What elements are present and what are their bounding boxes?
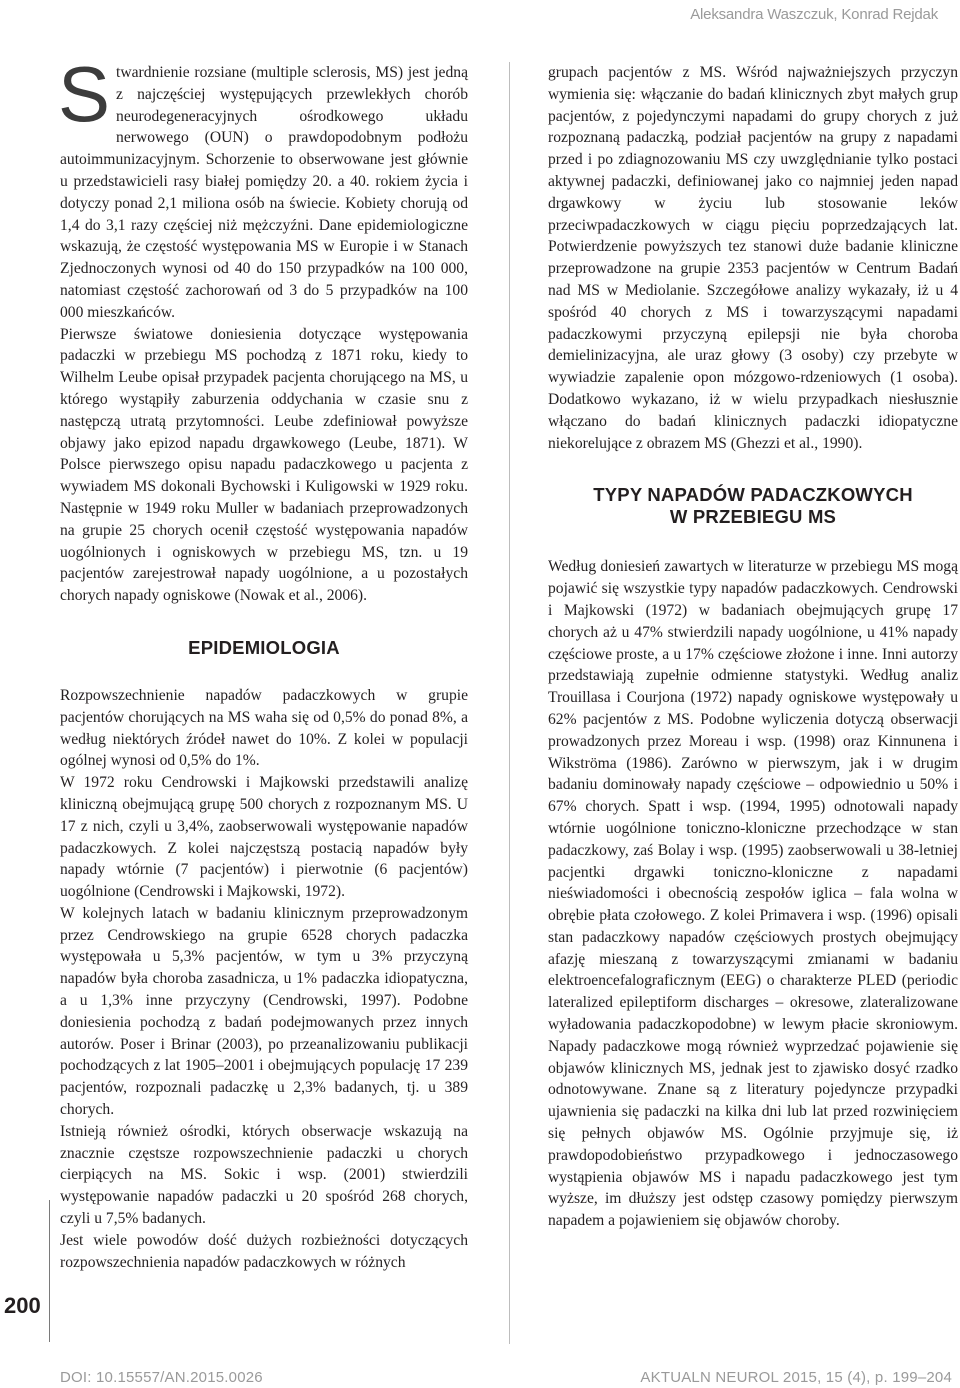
intro-paragraph-1: twardnienie rozsiane (multiple sclerosis, MS) jest jedną z najczęściej występujących przewlekłych chorób neurodegeneracyjnych ośrodkowego układu nerwowego (OUN) o prawdopodobnym podłożu autoimmunizacyjnym. Schorzenie to obserwowane jest głównie u przedstawicieli rasy białej pomiędzy 20. a 40. rokiem życia i dotyczy ponad 2,1 miliona osób na świecie. Kobiety chorują od 1,4 do 3,1 razy częściej niż mężczyźni. Dane epidemiologiczne wskazują, że częstość występowania MS w Europie i w Stanach Zjednoczonych wynosi od 40 do 150 przypadków na 100 000, natomiast częstość zachorowań od 3 do 5 przypadków na 100 000 mieszkańców.	[60, 64, 468, 321]
section-heading-epidemiologia: EPIDEMIOLOGIA	[188, 636, 340, 658]
page-margin-rule	[49, 1200, 50, 1342]
epidemiology-paragraph-2: W 1972 roku Cendrowski i Majkowski przedstawili analizę kliniczną obejmującą grupę 500 chorych z rozpoznanym MS. U 17 z nich, czyli u 3,4%, zaobserwowali występowanie napadów padaczkowych. Z kolei najczęstszą postacią napadów były napady wtórnie (7 pacjentów) i pierwotnie (6 pacjentów) uogólnione (Cendrowski i Majkowski, 1972).	[60, 774, 468, 901]
page-number: 200	[4, 1293, 41, 1318]
right-paragraph-2: Według doniesień zawartych w literaturze w przebiegu MS mogą pojawić się wszystkie typy napadów padaczkowych. Cendrowski i Majkowski (1972) w badaniach obejmujących grupę 17 chorych aż u 47% stwierdzili napady uogólnione, u 41% napady częściowe proste, a u 17% częściowe złożone i inne. Inni autorzy przedstawiają zupełnie odmienne statystyki. Według analiz Trouillasa i Courjona (1972) napady ogniskowe występowały u 62% pacjentów z MS. Podobne wyliczenia dotyczą obserwacji prowadzonych przez Moreau i wsp. (1998) oraz Kinnunena i Wikströma (1986). Zarówno w pierwszym, jak i w drugim badaniu dominowały napady częściowe – odpowiednio u 50% i 67% chorych. Spatt i wsp. (1994, 1995) odnotowali napady wtórnie uogólnione toniczno-kloniczne przechodzące w stan padaczkowy, zaś Bolay i wsp. (1995) zaobserwowali u 38-letniej pacjentki drgawki toniczno-kloniczne z napadami nieświadomości i obecnością zespołów iglica – fala wolna w obrębie płata czołowego. Z kolei Primavera i wsp. (1996) opisali stan padaczkowy napadów częściowych prostych obejmujący afazję mieszaną z towarzyszącymi zmianami w badaniu elektroencefalograficznym (EEG) o charakterze PLED (periodic lateralized epileptiform discharges – okresowe, zlateralizowane wyładowania padaczkopodobne) w lewym płacie skroniowym. Napady padaczkowe mogą również wyprzedzać pojawienie się objawów klinicznych MS, jednak jest to zjawisko dosyć rzadko odnotowywane. Znane są z literatury pojedyncze przypadki ujawnienia się padaczki na kilka dni lub lat przed rozwinięciem się pełnych objawów MS. Ogólnie przyjmuje się, iż prawdopodobieństwo przypadkowego i jednoczasowego wystąpienia objawów MS i napadu padaczkowego jest tym wyższe, im dłuższy jest odstęp czasowy pomiędzy pierwszym napadem a pojawieniem się objawów choroby.	[548, 558, 958, 1230]
epidemiology-paragraph-4: Istnieją również ośrodki, których obserwacje wskazują na znacznie częstsze rozpowszechnienie padaczki u chorych cierpiących na MS. Sokic i wsp. (2001) stwierdzili występowanie napadów padaczki u 20 spośród 268 chorych, czyli u 7,5% badanych.	[60, 1122, 468, 1228]
intro-paragraph-2: Pierwsze światowe doniesienia dotyczące występowania padaczki w przebiegu MS pochodzą z 1871 roku, kiedy to Wilhelm Leube opisał przypadek pacjenta chorującego na MS, u którego wystąpiły zaburzenia oddychania w czasie snu z następczą utratą przytomności. Leube zdefiniował powyższe objawy jako epizod napadu drgawkowego (Leube, 1871). W Polsce pierwszego opisu napadu padaczkowego u pacjenta z wywiadem MS dokonali Bychowski i Kuligowski w 1929 roku. Następnie w 1949 roku Muller w badaniach przeprowadzonych na grupie 25 chorych ocenił częstość występowania napadów uogólnionych i ogniskowych w przebiegu MS, tzn. u 19 pacjentów zarejestrował napady uogólnione, a u pozostałych chorych napady ogniskowe (Nowak et al., 2006).	[60, 325, 468, 605]
intro-block	[58, 50, 468, 324]
epidemiology-paragraph-5: Jest wiele powodów dość dużych rozbieżności dotyczących rozpowszechnienia napadów padaczkowych w różnych	[60, 1231, 468, 1271]
footer-doi: DOI: 10.15557/AN.2015.0026	[60, 1369, 263, 1386]
right-column	[548, 62, 958, 1232]
right-paragraph-1: grupach pacjentów z MS. Wśród najważniejszych przyczyn wymienia się: włączanie do badań klinicznych zbyt małych grup pacjentów, z pojedynczymi napadami do grupy chorych z już rozpoznaną padaczką, podział pacjentów na grupy z napadami przed i po zdiagnozowaniu MS czy uwzględnianie tylko postaci aktywnej padaczki, definiowanej jako co najmniej jeden napad drgawkowy w życiu lub stosowanie leków przeciwpadaczkowych w ciągu pięciu poprzedzających lat. Potwierdzenie powyższych tez stanowi duże badanie kliniczne przeprowadzone na grupie 2353 pacjentów w Centrum Badań nad MS w Mediolanie. Szczegółowe analizy wykazały, iż u 4 spośród 40 chorych z MS i towarzyszącymi napadami padaczkowymi przyczyną epilepsji nie była choroba demielinizacyjna, ale uraz głowy (3 osoby) czy przebyte w wywiadzie zapalenie opon mózgowo-rdzeniowych (1 osoba). Dodatkowo wykazano, iż w wielu przypadkach niesłusznie włączano do badań klinicznych padaczki idiopatyczne niekorelujące z obrazem MS (Ghezzi et al., 1990).	[548, 64, 958, 452]
column-divider	[509, 62, 510, 1344]
section-heading-line-1: TYPY NAPADÓW PADACZKOWYCH	[593, 484, 913, 506]
drop-cap: S	[58, 50, 111, 138]
footer-journal-citation: AKTUALN NEUROL 2015, 15 (4), p. 199–204	[640, 1369, 952, 1386]
running-header-authors: Aleksandra Waszczuk, Konrad Rejdak	[690, 6, 938, 23]
epidemiology-paragraph-1: Rozpowszechnienie napadów padaczkowych w grupie pacjentów chorujących na MS waha się od 0,5% do ponad 8%, a według niektórych źródeł nawet do 10%. Z kolei w populacji ogólnej wynosi od 0,5% do 1%.	[60, 686, 468, 770]
epidemiology-paragraph-3: W kolejnych latach w badaniu klinicznym przeprowadzonym przez Cendrowskiego na grupie 6528 chorych padaczka występowała u 5,3% pacjentów, w tym u 3% przyczyną napadów była choroba zasadnicza, u 1% padaczka idiopatyczna, a u 1,3% inne przyczyny (Cendrowski, 1997). Podobne doniesienia pochodzą z badań podejmowanych przez innych autorów. Poser i Brinar (2003), po przeanalizowaniu publikacji pochodzących z lat 1905–2001 i obejmujących populację 17 239 pacjentów, rozpoznali padaczkę u 2,3% badanych, tj. u 389 chorych.	[60, 904, 468, 1119]
left-column	[58, 50, 468, 1273]
section-heading-line-2: W PRZEBIEGU MS	[669, 506, 837, 528]
section-heading-typy-napadow	[548, 484, 958, 528]
